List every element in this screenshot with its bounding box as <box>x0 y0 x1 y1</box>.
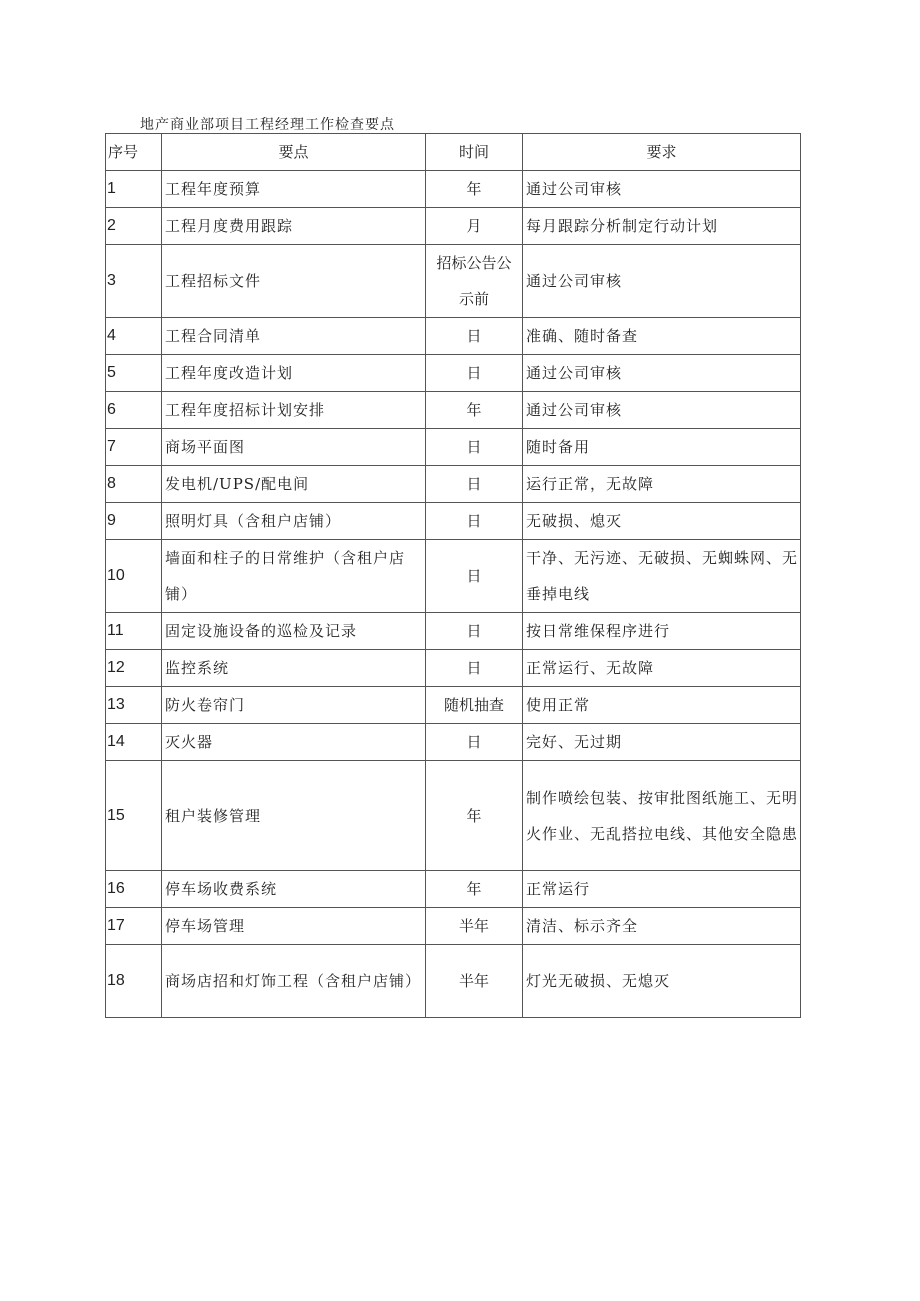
row-number: 8 <box>106 466 162 503</box>
table-row <box>106 466 801 503</box>
table-row <box>106 945 801 1018</box>
row-requirement: 准确、随时备查 <box>523 318 801 355</box>
row-time: 日 <box>426 318 523 355</box>
table-row <box>106 871 801 908</box>
table-row <box>106 761 801 871</box>
row-requirement: 正常运行、无故障 <box>523 650 801 687</box>
row-number: 9 <box>106 503 162 540</box>
header-time: 时间 <box>426 134 523 171</box>
row-time: 日 <box>426 503 523 540</box>
row-time: 月 <box>426 208 523 245</box>
row-requirement: 正常运行 <box>523 871 801 908</box>
inspection-table <box>105 133 801 1018</box>
row-number: 17 <box>106 908 162 945</box>
row-time: 日 <box>426 650 523 687</box>
row-number: 1 <box>106 171 162 208</box>
row-requirement: 按日常维保程序进行 <box>523 613 801 650</box>
row-number: 12 <box>106 650 162 687</box>
table-row <box>106 171 801 208</box>
row-requirement: 完好、无过期 <box>523 724 801 761</box>
table-header-row <box>106 134 801 171</box>
row-item: 照明灯具（含租户店铺） <box>162 503 426 540</box>
row-item: 工程合同清单 <box>162 318 426 355</box>
row-item: 墙面和柱子的日常维护（含租户店铺） <box>162 540 426 613</box>
row-item: 监控系统 <box>162 650 426 687</box>
row-number: 2 <box>106 208 162 245</box>
row-item: 停车场管理 <box>162 908 426 945</box>
row-requirement: 随时备用 <box>523 429 801 466</box>
row-number: 6 <box>106 392 162 429</box>
row-item: 商场店招和灯饰工程（含租户店铺） <box>162 945 426 1018</box>
row-requirement: 干净、无污迹、无破损、无蜘蛛网、无垂掉电线 <box>523 540 801 613</box>
row-time: 日 <box>426 613 523 650</box>
table-row <box>106 355 801 392</box>
row-requirement: 清洁、标示齐全 <box>523 908 801 945</box>
row-item: 工程月度费用跟踪 <box>162 208 426 245</box>
row-time: 年 <box>426 171 523 208</box>
table-row <box>106 650 801 687</box>
table-row <box>106 429 801 466</box>
row-time: 半年 <box>426 908 523 945</box>
table-row <box>106 392 801 429</box>
row-number: 13 <box>106 687 162 724</box>
row-time: 日 <box>426 355 523 392</box>
row-number: 3 <box>106 245 162 318</box>
row-requirement: 通过公司审核 <box>523 171 801 208</box>
header-no: 序号 <box>106 134 162 171</box>
table-row <box>106 908 801 945</box>
table-row <box>106 208 801 245</box>
row-requirement: 通过公司审核 <box>523 355 801 392</box>
row-number: 18 <box>106 945 162 1018</box>
row-item: 防火卷帘门 <box>162 687 426 724</box>
row-time: 随机抽查 <box>426 687 523 724</box>
row-item: 停车场收费系统 <box>162 871 426 908</box>
row-number: 14 <box>106 724 162 761</box>
table-row <box>106 687 801 724</box>
row-requirement: 无破损、熄灭 <box>523 503 801 540</box>
row-time: 年 <box>426 761 523 871</box>
row-requirement: 每月跟踪分析制定行动计划 <box>523 208 801 245</box>
row-number: 11 <box>106 613 162 650</box>
row-requirement: 运行正常，无故障 <box>523 466 801 503</box>
row-item: 固定设施设备的巡检及记录 <box>162 613 426 650</box>
table-row <box>106 540 801 613</box>
row-time: 半年 <box>426 945 523 1018</box>
table-row <box>106 318 801 355</box>
row-number: 5 <box>106 355 162 392</box>
row-time: 日 <box>426 466 523 503</box>
row-number: 7 <box>106 429 162 466</box>
row-time: 年 <box>426 392 523 429</box>
row-number: 10 <box>106 540 162 613</box>
row-item: 工程年度招标计划安排 <box>162 392 426 429</box>
row-number: 4 <box>106 318 162 355</box>
table-row <box>106 724 801 761</box>
row-item: 工程年度预算 <box>162 171 426 208</box>
table-row <box>106 245 801 318</box>
header-req: 要求 <box>523 134 801 171</box>
row-time: 日 <box>426 540 523 613</box>
table-row <box>106 613 801 650</box>
table-row <box>106 503 801 540</box>
row-number: 15 <box>106 761 162 871</box>
row-requirement: 通过公司审核 <box>523 392 801 429</box>
row-item: 工程招标文件 <box>162 245 426 318</box>
header-item: 要点 <box>162 134 426 171</box>
row-item: 发电机/UPS/配电间 <box>162 466 426 503</box>
row-requirement: 通过公司审核 <box>523 245 801 318</box>
row-time: 日 <box>426 724 523 761</box>
row-item: 租户装修管理 <box>162 761 426 871</box>
row-requirement: 灯光无破损、无熄灭 <box>523 945 801 1018</box>
row-item: 商场平面图 <box>162 429 426 466</box>
row-time: 年 <box>426 871 523 908</box>
row-requirement: 使用正常 <box>523 687 801 724</box>
page-title: 地产商业部项目工程经理工作检查要点 <box>140 117 395 133</box>
row-time: 招标公告公示前 <box>426 245 523 318</box>
row-time: 日 <box>426 429 523 466</box>
row-number: 16 <box>106 871 162 908</box>
row-requirement: 制作喷绘包装、按审批图纸施工、无明火作业、无乱搭拉电线、其他安全隐患 <box>523 761 801 871</box>
row-item: 灭火器 <box>162 724 426 761</box>
row-item: 工程年度改造计划 <box>162 355 426 392</box>
